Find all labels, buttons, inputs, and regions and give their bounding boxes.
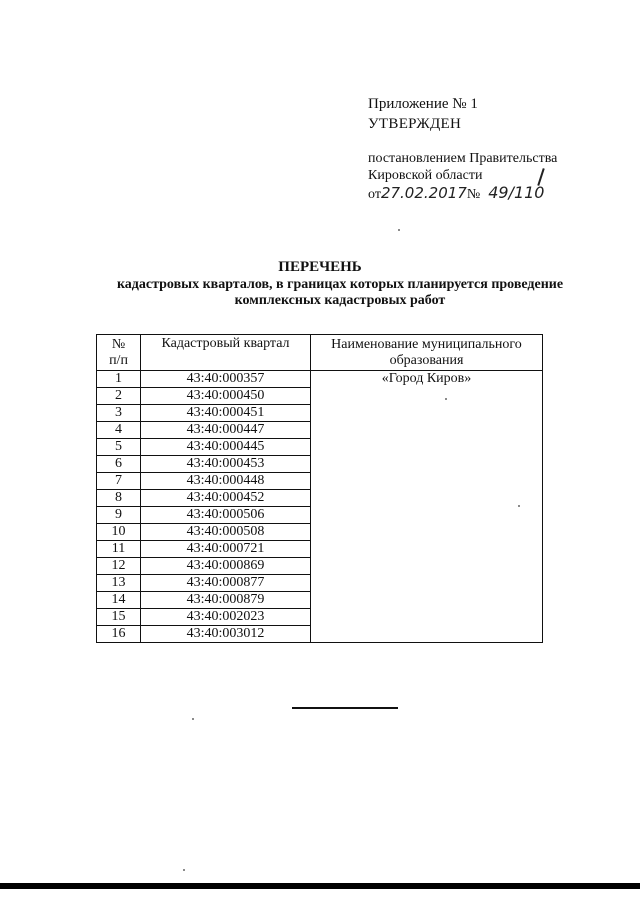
decree-line-1: постановлением Правительства (368, 151, 558, 166)
handwritten-date: 27.02.2017 (380, 184, 467, 202)
decree-line-2: Кировской области (368, 168, 483, 183)
row-cadastral-quarter: 43:40:000448 (141, 473, 311, 490)
header-municipality-line-2: образования (389, 352, 464, 368)
handwritten-number: 49/110 (488, 183, 545, 202)
header-number (97, 335, 141, 371)
date-prefix: от (368, 187, 381, 202)
header-municipality-line-1: Наименование муниципального (331, 336, 522, 352)
row-number: 4 (97, 422, 141, 439)
row-cadastral-quarter: 43:40:000869 (141, 558, 311, 575)
row-number: 9 (97, 507, 141, 524)
row-number: 11 (97, 541, 141, 558)
row-cadastral-quarter: 43:40:000879 (141, 592, 311, 609)
row-cadastral-quarter: 43:40:000506 (141, 507, 311, 524)
header-quarter: Кадастровый квартал (141, 335, 311, 371)
row-cadastral-quarter: 43:40:000721 (141, 541, 311, 558)
scan-speck (183, 869, 185, 871)
table-header-row (97, 335, 543, 371)
row-number: 13 (97, 575, 141, 592)
row-cadastral-quarter: 43:40:000447 (141, 422, 311, 439)
cadastral-quarters-table (96, 334, 543, 643)
header-number-line-2: п/п (109, 352, 128, 368)
document-title: ПЕРЕЧЕНЬ (278, 259, 362, 275)
row-number: 12 (97, 558, 141, 575)
scan-speck (445, 398, 447, 400)
row-number: 14 (97, 592, 141, 609)
subtitle-line-2: комплексных кадастровых работ (234, 293, 446, 308)
scan-speck (398, 229, 400, 231)
scan-speck (192, 718, 194, 720)
row-number: 10 (97, 524, 141, 541)
row-number: 8 (97, 490, 141, 507)
table-body (97, 371, 543, 643)
row-cadastral-quarter: 43:40:000450 (141, 388, 311, 405)
scan-bottom-edge (0, 883, 640, 889)
row-cadastral-quarter: 43:40:000445 (141, 439, 311, 456)
row-cadastral-quarter: 43:40:003012 (141, 626, 311, 643)
row-cadastral-quarter: 43:40:000452 (141, 490, 311, 507)
header-municipality (311, 335, 543, 371)
appendix-label: Приложение № 1 (368, 96, 478, 112)
row-number: 3 (97, 405, 141, 422)
header-number-line-1: № (111, 336, 126, 352)
approved-label: УТВЕРЖДЕН (368, 116, 462, 132)
row-cadastral-quarter: 43:40:000508 (141, 524, 311, 541)
row-number: 5 (97, 439, 141, 456)
row-number: 15 (97, 609, 141, 626)
row-cadastral-quarter: 43:40:000357 (141, 371, 311, 388)
row-number: 2 (97, 388, 141, 405)
signature-line (292, 707, 398, 709)
decree-block (368, 150, 557, 203)
municipality-name: «Город Киров» (311, 371, 543, 643)
subtitle-line-1: кадастровых кварталов, в границах которых планируется проведение (116, 277, 564, 292)
row-cadastral-quarter: 43:40:002023 (141, 609, 311, 626)
row-cadastral-quarter: 43:40:000453 (141, 456, 311, 473)
row-cadastral-quarter: 43:40:000877 (141, 575, 311, 592)
scan-speck (518, 505, 520, 507)
decree-line-3 (368, 184, 557, 203)
row-number: 16 (97, 626, 141, 643)
document-subtitle (90, 277, 590, 309)
row-number: 1 (97, 371, 141, 388)
number-prefix: № (466, 187, 481, 202)
table-row (97, 371, 543, 388)
row-number: 6 (97, 456, 141, 473)
row-number: 7 (97, 473, 141, 490)
row-cadastral-quarter: 43:40:000451 (141, 405, 311, 422)
